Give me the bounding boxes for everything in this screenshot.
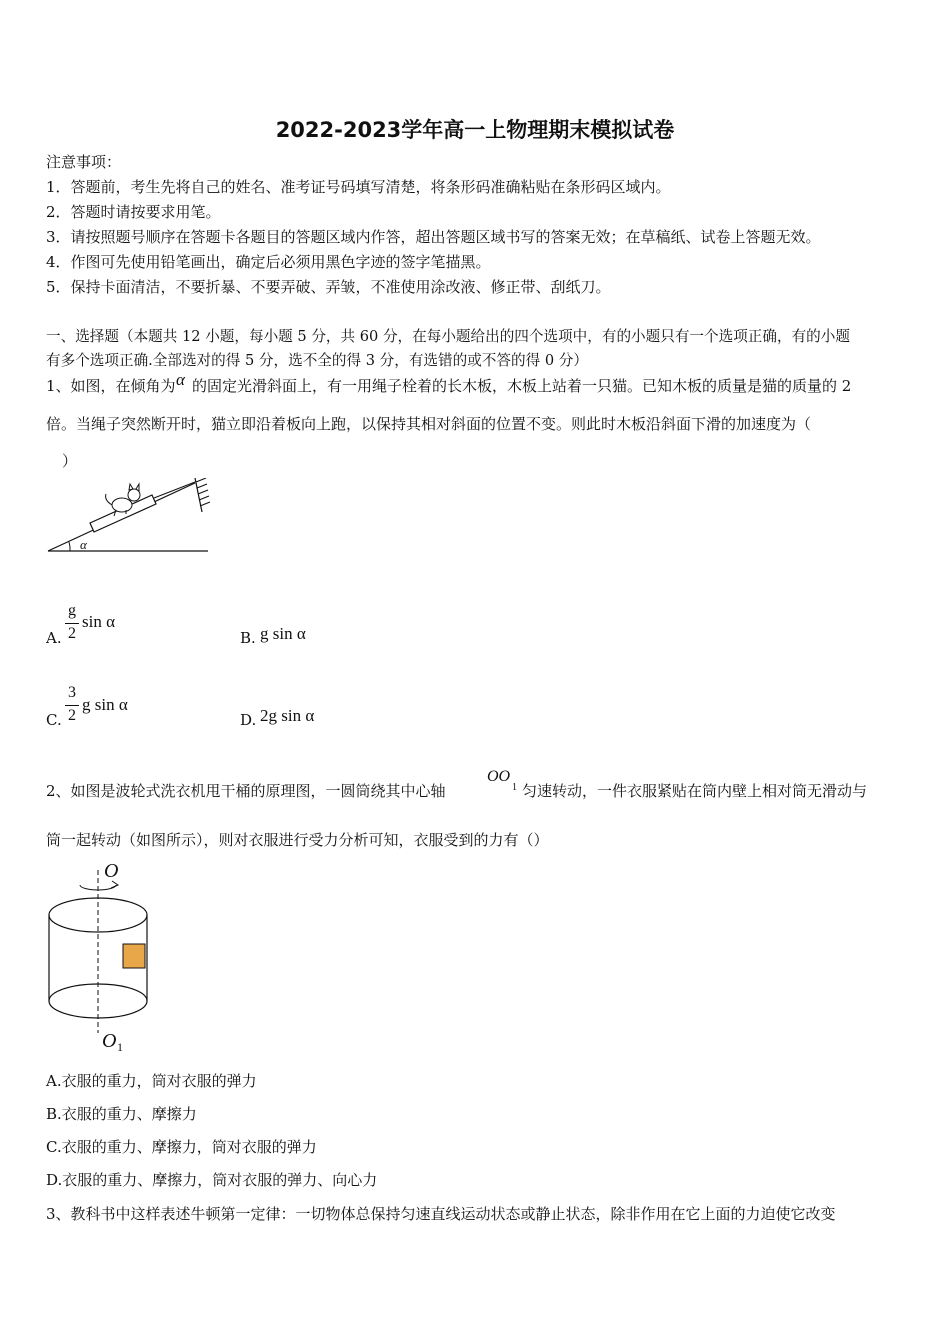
- q2-axis-sub: 1: [512, 782, 517, 793]
- q1-option-d-expr: 2g sin α: [260, 706, 315, 725]
- q1-option-a-numerator: g: [68, 602, 76, 619]
- q3-text-line1: 3、教科书中这样表述牛顿第一定律：一切物体总保持匀速直线运动状态或静止状态，除非作用在它上面的力迫使它改变: [46, 1205, 836, 1223]
- q2-option-d: D.衣服的重力、摩擦力，筒对衣服的弹力、向心力: [46, 1171, 378, 1189]
- q2-option-a: A.衣服的重力，筒对衣服的弹力: [46, 1072, 257, 1090]
- clothing-block: [123, 944, 145, 968]
- q1-option-c-numerator: 3: [68, 684, 76, 701]
- q2-figure-bottom-sub: 1: [117, 1040, 123, 1054]
- notice-item-4: 4．作图可先使用铅笔画出，确定后必须用黑色字迹的签字笔描黑。: [46, 253, 491, 271]
- notice-item-1: 1．答题前，考生先将自己的姓名、准考证号码填写清楚，将条形码准确粘贴在条形码区域内。: [46, 178, 671, 196]
- q2-axis: OO: [487, 768, 511, 785]
- q1-text-post: 的固定光滑斜面上，有一用绳子栓着的长木板，木板上站着一只猫。已知木板的质量是猫的质量的 2: [192, 377, 852, 395]
- q1-option-c-fraction-bar: [65, 705, 79, 706]
- q2-text-line2: 筒一起转动（如图所示），则对衣服进行受力分析可知，衣服受到的力有（）: [46, 831, 549, 849]
- q1-option-a-label: A.: [46, 629, 62, 647]
- q2-text-post: 匀速转动，一件衣服紧贴在筒内壁上相对筒无滑动与: [522, 782, 868, 800]
- q1-text-line2: 倍。当绳子突然断开时，猫立即沿着板向上跑，以保持其相对斜面的位置不变。则此时木板沿斜面下滑的加速度为（: [46, 415, 812, 433]
- q1-option-a-rest: sin α: [82, 612, 115, 631]
- q1-option-b-label: B.: [240, 629, 256, 647]
- section-header-line2: 有多个选项正确.全部选对的得 5 分，选不全的得 3 分，有选错的或不答的得 0 分）: [46, 352, 588, 369]
- q2-text-pre: 2、如图是波轮式洗衣机甩干桶的原理图，一圆筒绕其中心轴: [46, 782, 446, 800]
- q1-option-c-denominator: 2: [68, 707, 76, 724]
- notice-item-2: 2．答题时请按要求用笔。: [46, 203, 221, 221]
- q1-option-c-rest: g sin α: [82, 695, 128, 714]
- notice-item-3: 3．请按照题号顺序在答题卡各题目的答题区域内作答，超出答题区域书写的答案无效；在草稿纸、试卷上答题无效。: [46, 228, 821, 246]
- q1-option-c-label: C.: [46, 711, 62, 729]
- q1-text-line3: ）: [62, 452, 78, 470]
- q1-alpha: α: [176, 370, 185, 389]
- q1-option-b-expr: g sin α: [260, 624, 306, 643]
- q1-option-a-fraction-bar: [65, 623, 79, 624]
- q2-option-b: B.衣服的重力、摩擦力: [46, 1105, 197, 1123]
- q2-figure-bottom-label: O: [102, 1030, 117, 1052]
- q1-option-d-label: D.: [240, 711, 257, 729]
- q2-cylinder-figure: [40, 855, 170, 1060]
- q1-incline-figure: [40, 478, 215, 573]
- notice-item-5: 5．保持卡面清洁，不要折暴、不要弄破、弄皱，不准使用涂改液、修正带、刮纸刀。: [46, 278, 611, 296]
- q2-figure-top-label: O: [104, 860, 119, 882]
- notice-heading: 注意事项：: [46, 153, 122, 171]
- q1-text-pre: 1、如图，在倾角为: [46, 377, 176, 395]
- q1-figure-alpha-label: α: [80, 537, 87, 552]
- section-header-line1: 一、选择题（本题共 12 小题，每小题 5 分，共 60 分，在每小题给出的四个选项中，有的小题只有一个选项正确，有的小题: [46, 328, 850, 345]
- page-title: 2022-2023学年高一上物理期末模拟试卷: [275, 118, 675, 142]
- q1-option-a-denominator: 2: [68, 625, 76, 642]
- q2-option-c: C.衣服的重力、摩擦力，筒对衣服的弹力: [46, 1138, 317, 1156]
